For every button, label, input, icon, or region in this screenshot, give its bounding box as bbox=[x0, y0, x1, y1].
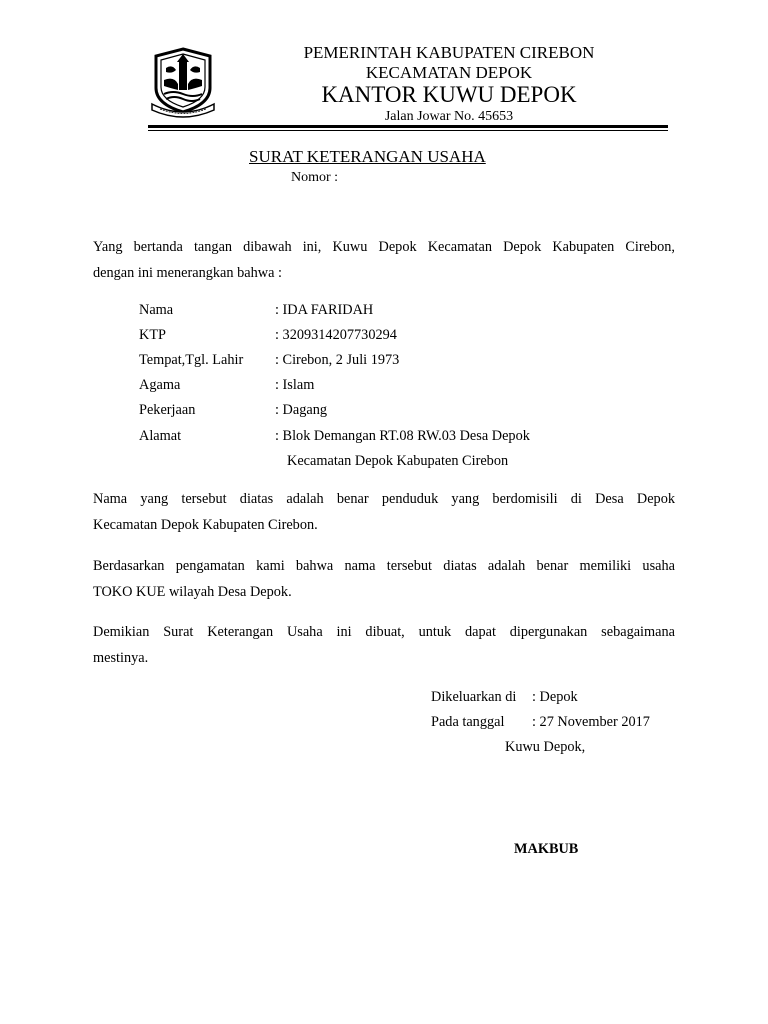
closing-paragraph bbox=[93, 619, 675, 671]
closing-line-2: mestinya. bbox=[93, 650, 149, 666]
document-number-label: Nomor : bbox=[291, 170, 339, 185]
intro-line-2: dengan ini menerangkan bahwa : bbox=[93, 265, 282, 281]
government-name: PEMERINTAH KABUPATEN CIREBON bbox=[303, 43, 595, 62]
letterhead-divider-thick bbox=[148, 125, 668, 128]
field-value-occupation: : Dagang bbox=[275, 402, 328, 418]
field-value-address-continuation: Kecamatan Depok Kabupaten Cirebon bbox=[287, 453, 509, 469]
field-label-occupation: Pekerjaan bbox=[139, 402, 196, 418]
field-value-name: : IDA FARIDAH bbox=[275, 302, 374, 318]
field-value-address: : Blok Demangan RT.08 RW.03 Desa Depok bbox=[275, 428, 530, 444]
intro-paragraph bbox=[93, 234, 675, 286]
cirebon-regency-emblem-icon bbox=[148, 46, 218, 120]
signer-position: Kuwu Depok, bbox=[505, 739, 586, 755]
residency-line-2: Kecamatan Depok Kabupaten Cirebon. bbox=[93, 517, 318, 533]
issued-date-label: Pada tanggal bbox=[431, 714, 505, 730]
field-label-ktp: KTP bbox=[139, 327, 167, 343]
intro-line-1: Yang bertanda tangan dibawah ini, Kuwu Depok Kecamatan Depok Kabupaten Cirebon, bbox=[93, 239, 675, 255]
field-label-religion: Agama bbox=[139, 377, 181, 393]
field-value-ktp: : 3209314207730294 bbox=[275, 327, 397, 343]
office-name: KANTOR KUWU DEPOK bbox=[321, 82, 577, 107]
signer-name: MAKBUB bbox=[514, 841, 579, 857]
field-label-address: Alamat bbox=[139, 428, 182, 444]
business-line-2: TOKO KUE wilayah Desa Depok. bbox=[93, 584, 292, 600]
closing-line-1: Demikian Surat Keterangan Usaha ini dibuat, untuk dapat dipergunakan sebagaimana bbox=[93, 624, 675, 640]
issued-place-label: Dikeluarkan di bbox=[431, 689, 517, 705]
office-address: Jalan Jowar No. 45653 bbox=[384, 109, 514, 124]
field-label-name: Nama bbox=[139, 302, 174, 318]
issued-date-value: : 27 November 2017 bbox=[532, 714, 650, 730]
letterhead-divider-thin bbox=[148, 130, 668, 131]
business-line-1: Berdasarkan pengamatan kami bahwa nama tersebut diatas adalah benar memiliki usaha bbox=[93, 558, 675, 574]
issued-place-value: : Depok bbox=[532, 689, 578, 705]
residency-paragraph bbox=[93, 486, 675, 538]
field-label-birth: Tempat,Tgl. Lahir bbox=[139, 352, 244, 368]
business-paragraph bbox=[93, 553, 675, 605]
field-value-religion: : Islam bbox=[275, 377, 315, 393]
document-title: SURAT KETERANGAN USAHA bbox=[249, 147, 486, 166]
residency-line-1: Nama yang tersebut diatas adalah benar penduduk yang berdomisili di Desa Depok bbox=[93, 491, 675, 507]
field-value-birth: : Cirebon, 2 Juli 1973 bbox=[275, 352, 400, 368]
district-name: KECAMATAN DEPOK bbox=[365, 63, 533, 82]
